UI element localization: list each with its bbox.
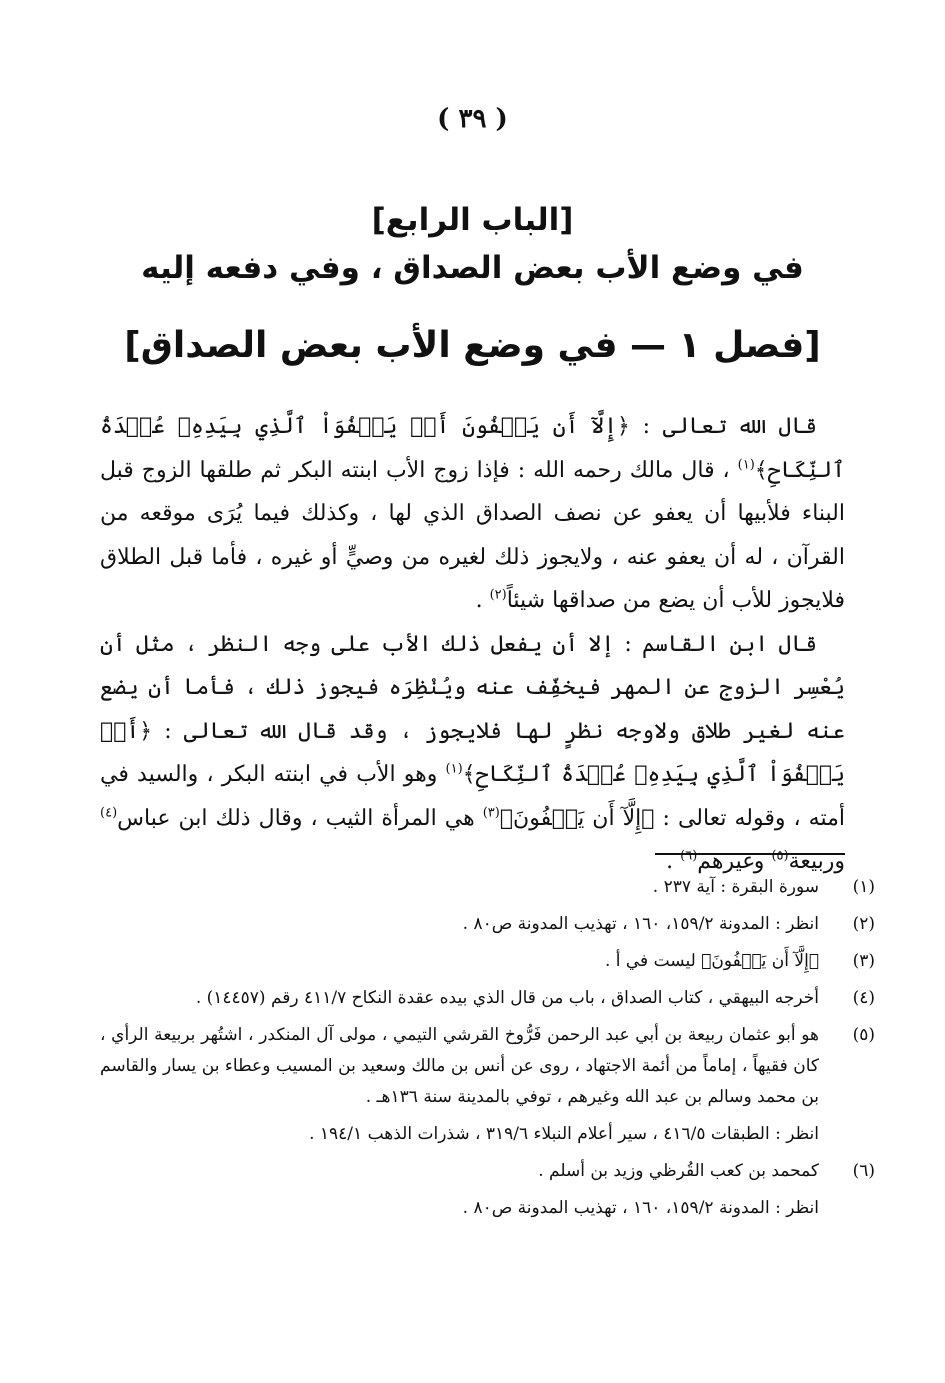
paragraph-2 xyxy=(100,623,845,884)
footnote xyxy=(100,872,875,903)
paragraph-2-text: هي المرأة الثيب ، وقال ذلك ابن عباس xyxy=(117,805,483,831)
footnote xyxy=(100,1020,875,1113)
footnote-number: (٥) xyxy=(852,1025,875,1045)
footnote-number: (٦) xyxy=(852,1161,875,1181)
footnote xyxy=(100,909,875,940)
footnote-source: انظر : المدونة ١٥٩/٢، ١٦٠ ، تهذيب المدونة ص٨٠ . xyxy=(462,1198,819,1218)
paragraph-1 xyxy=(100,405,845,623)
footnote-number: (١) xyxy=(852,877,875,897)
footnote-ref: (١) xyxy=(737,457,755,473)
footnote-text: سورة البقرة : آية ٢٣٧ . xyxy=(652,877,819,897)
footnote-text: أخرجه البيهقي ، كتاب الصداق ، باب من قال الذي بيده عقدة النكاح ٤١١/٧ رقم (١٤٤٥٧) . xyxy=(195,988,819,1008)
footnote-text: كمحمد بن كعب القُرظي وزيد بن أسلم . xyxy=(538,1161,819,1181)
footnote-ref: (٥) xyxy=(771,848,789,864)
section-heading: [فصل ١ — في وضع الأب بعض الصداق] xyxy=(124,325,821,366)
footnote-number: (٤) xyxy=(852,988,875,1008)
chapter-heading: [الباب الرابع] xyxy=(371,202,574,238)
footnote xyxy=(100,983,875,1014)
footnote-source: انظر : الطبقات ٤١٦/٥ ، سير أعلام النبلاء ٣١٩/٦ ، شذرات الذهب ١٩٤/١ . xyxy=(309,1124,819,1144)
paragraph-2-text: وربيعة xyxy=(788,849,845,874)
paragraph-1-tail: . xyxy=(475,588,490,613)
footnote-ref: (٤) xyxy=(100,805,118,821)
footnote-number: (٣) xyxy=(852,951,875,971)
paragraph-2-lead: قال ابن القاسم : إلا أن يفعل ذلك الأب على وجه النظر ، مثل أن يُعْسِر الزوج عن المهر فيخفِّف عنه ويُنْظِرَه فيجوز ذلك ، فأما أن يضع عنه لغير طلاق ولاوجه نظرٍ لها فلايجوز ، وقد قال الله تعالى : xyxy=(100,631,845,744)
quran-verse: ﴿أَوۡ يَعۡفُوَاْ ٱلَّذِي بِيَدِهِۦ عُقۡدَةُ ٱلنِّكَاحِ﴾ xyxy=(100,718,846,787)
paragraph-2-text: وغيرهم xyxy=(697,849,772,874)
footnote xyxy=(100,1156,875,1187)
footnotes xyxy=(100,872,875,1230)
paragraph-2-mid: وهو الأب في ابنته البكر ، والسيد في أمته ، وقوله تعالى : xyxy=(100,762,846,831)
footnote-ref: (٣) xyxy=(482,805,500,821)
paragraph-1-text: ، قال مالك رحمه الله : فإذا زوج الأب ابنته البكر ثم طلقها الزوج قبل البناء فلأبيها أن يعفو عن نصف الصداق الذي لها ، وكذلك فيما يُرَى موقعه من القرآن ، له أن يعفو عنه ، ولايجوز ذلك لغيره من وصيٍّ أو غيره ، فأما قبل الطلاق فلايجوز للأب أن يضع من صداقها شيئاً xyxy=(100,457,845,613)
footnote-text: انظر : المدونة ١٥٩/٢، ١٦٠ ، تهذيب المدونة ص٨٠ . xyxy=(462,914,819,934)
page-number: ( ٣٩ ) xyxy=(437,104,508,134)
footnote-number: (٢) xyxy=(852,914,875,934)
quran-verse: ﴿إِلَّآ أَن يَعۡفُونَ أَوۡ يَعۡفُوَاْ ٱلَّذِي بِيَدِهِۦ عُقۡدَةُ ٱلنِّكَاحِ﴾ xyxy=(100,414,845,483)
footnote-ref: (٦) xyxy=(680,848,698,864)
footnote-text: ﴿إِلَّآ أَن يَعۡفُونَ﴾ ليست في أ . xyxy=(604,951,819,971)
footnote-text: هو أبو عثمان ربيعة بن أبي عبد الرحمن فَرُّوخ القرشي التيمي ، مولى آل المنكدر ، اشتُهر بربيعة الرأي ، كان فقيهاً ، إماماً من أئمة الاجتهاد ، روى عن أنس بن مالك وسعيد بن المسيب وعطاء بن يسار والقاسم بن محمد وسالم بن عبد الله وغيرهم ، توفي بالمدينة سنة ١٣٦هـ . xyxy=(100,1025,819,1107)
footnote-ref: (٢) xyxy=(489,587,507,603)
quran-verse: ﴿إِلَّآ أَن يَعۡفُونَ﴾ xyxy=(499,805,655,831)
chapter-title-block xyxy=(100,196,845,292)
footnote-ref: (١) xyxy=(445,761,463,777)
footnote-divider xyxy=(655,853,845,855)
paragraph-1-lead: قال الله تعالى : xyxy=(629,414,817,439)
chapter-subheading: في وضع الأب بعض الصداق ، وفي دفعه إليه xyxy=(141,250,804,286)
body-text xyxy=(100,405,845,884)
paragraph-2-tail: . xyxy=(666,849,681,874)
footnote xyxy=(100,946,875,977)
